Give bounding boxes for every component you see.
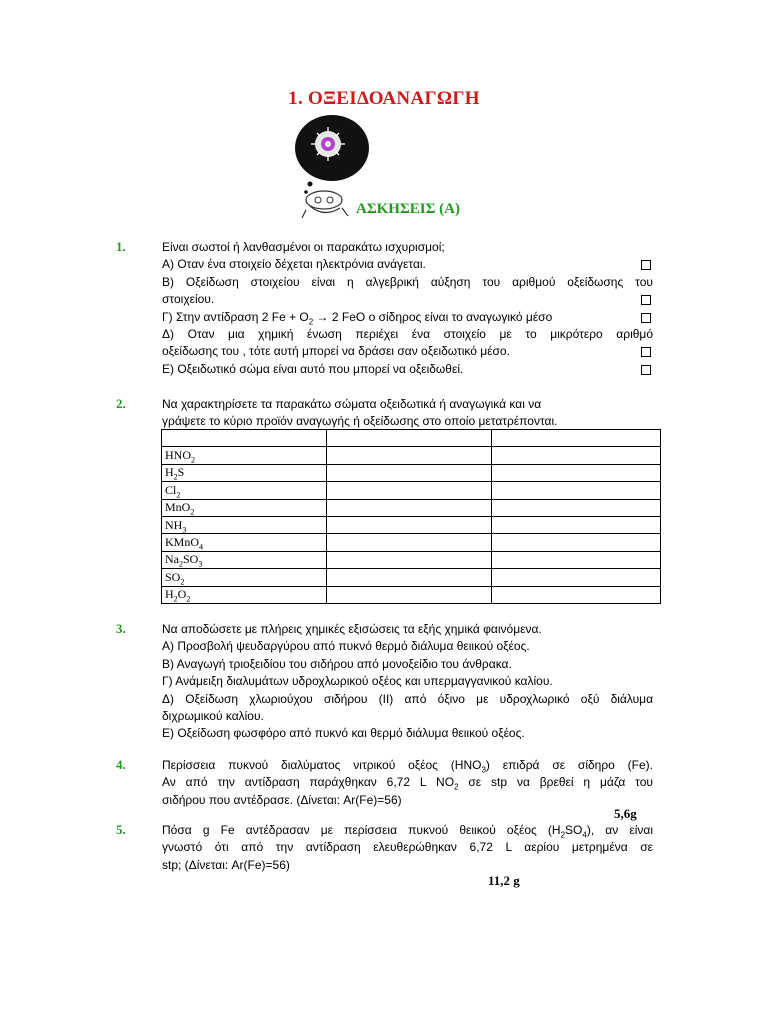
table-row — [162, 482, 661, 499]
phenomenon-d-line2: διχρωμικού καλίου. — [162, 708, 264, 723]
phenomenon-d-line1: Δ) Οξείδωση χλωριούχου σιδήρου (ΙΙ) από όξινο με υδροχλωρικό οξύ διάλυμα — [162, 691, 653, 706]
exercise-3 — [162, 621, 653, 743]
exercise-1-number: 1. — [116, 239, 126, 254]
exercise-4-line1: Περίσσεια πυκνού διαλύματος νιτρικού οξέος $(HNO_3)$ επιδρά σε σίδηρο (Fe). — [162, 758, 653, 775]
checkbox-d[interactable] — [641, 347, 651, 357]
exercise-3-intro: Να αποδώσετε με πλήρεις χημικές εξισώσεις τα εξής χημικά φαινόμενα. — [162, 622, 542, 636]
exercise-5-line3: stp; (Δίνεται: Ar(Fe)=56) — [162, 857, 290, 872]
table-row — [162, 516, 661, 533]
statement-b: στοιχείου. — [162, 291, 653, 308]
exercise-4-line2: Αν από την αντίδραση παράχθηκαν 6,72 L $NO_2$ σε stp να βρεθεί η μάζα του — [162, 775, 653, 792]
statement-d: οξείδωσης του , τότε αυτή μπορεί να δράσει σαν οξειδωτικό μέσο. — [162, 343, 653, 360]
exercise-2-line1: Να χαρακτηρίσετε τα παρακάτω σώματα οξειδωτικά ή αναγωγικά και να — [162, 397, 542, 411]
exercise-2 — [162, 396, 653, 431]
table-row — [162, 586, 661, 603]
compound-cell: $SO_2$ — [162, 569, 327, 586]
statement-d-line1: Δ) Οταν μια χημική ένωση περιέχει ένα στοιχείο με το μικρότερο αριθμό — [162, 326, 653, 341]
table-header-row — [162, 430, 661, 447]
page-title: 1. ΟΞΕΙΔΟΑΝΑΓΩΓΗ — [288, 88, 480, 109]
exercise-4-line3: σιδήρου που αντέδρασε. (Δίνεται: Ar(Fe)=56) — [162, 792, 402, 807]
exercise-2-line2: γράψετε το κύριο προϊόν αναγωγής ή οξείδωσης στο οποίο μετατρέπονται. — [162, 414, 558, 429]
exercise-4-number: 4. — [116, 757, 126, 772]
checkbox-c[interactable] — [641, 313, 651, 323]
table-row — [162, 569, 661, 586]
statement-a: Α) Οταν ένα στοιχείο δέχεται ηλεκτρόνια ανάγεται. — [162, 256, 653, 273]
exercise-1-intro: Είναι σωστοί ή λανθασμένοι οι παρακάτω ισχυρισμοί; — [162, 240, 445, 254]
table-row — [162, 551, 661, 568]
exercise-4-answer: 5,6g — [614, 806, 637, 821]
exercise-4 — [162, 757, 653, 809]
exercise-5-line1: Πόσα g Fe αντέδρασαν με περίσσεια πυκνού θειικού οξέος $(H_2SO_4)$, αν είναι — [162, 823, 653, 840]
table-row — [162, 464, 661, 481]
phenomenon-c: Γ) Ανάμειξη διαλυμάτων υδροχλωρικού οξέος και υπερμαγγανικού καλίου. — [162, 674, 553, 689]
statement-c: Γ) Στην αντίδραση 2 $Fe + O_2 \to 2$ FeO ο σίδηρος είναι το αναγωγικό μέσο — [162, 309, 653, 326]
phenomenon-e: Ε) Οξείδωση φωσφόρο από πυκνό και θερμό διάλυμα θειικού οξέος. — [162, 726, 525, 741]
compound-cell: $H_2O_2$ — [162, 586, 327, 603]
compound-cell: MnO$_2$ — [162, 499, 327, 516]
checkbox-e[interactable] — [641, 365, 651, 375]
compound-cell: $NH_3$ — [162, 516, 327, 533]
exercise-3-number: 3. — [116, 621, 126, 636]
exercise-1 — [162, 239, 653, 378]
exercise-2-number: 2. — [116, 396, 126, 411]
table-row — [162, 499, 661, 516]
phenomenon-b: Β) Αναγωγή τριοξειδίου του σιδήρου από μονοξείδιο του άνθρακα. — [162, 656, 512, 671]
compound-cell: $Cl_2$ — [162, 482, 327, 499]
exercise-5-number: 5. — [116, 822, 126, 837]
phenomenon-a: Α) Προσβολή ψευδαργύρου από πυκνό θερμό διάλυμα θειικού οξέος. — [162, 639, 530, 654]
table-row — [162, 534, 661, 551]
table-row — [162, 447, 661, 464]
statement-e: Ε) Οξειδωτικό σώμα είναι αυτό που μπορεί να οξειδωθεί. — [162, 361, 653, 378]
compounds-table — [161, 429, 661, 604]
compound-cell: $HNO_2$ — [162, 447, 327, 464]
exercise-5-answer: 11,2 g — [488, 873, 520, 888]
exercise-5 — [162, 822, 653, 874]
compound-cell: $H_2S$ — [162, 464, 327, 481]
checkbox-b[interactable] — [641, 295, 651, 305]
compound-cell: $Na_2SO_3$ — [162, 551, 327, 568]
exercise-5-line2: γνωστό ότι από την αντίδραση ελευθερώθηκαν 6,72 L αερίου μετρημένα σε — [162, 840, 653, 855]
checkbox-a[interactable] — [641, 260, 651, 270]
statement-b-line1: Β) Οξείδωση στοιχείου είναι η αλγεβρική αύξηση του αριθμού οξείδωσης του — [162, 274, 653, 289]
section-subtitle: ΑΣΚΗΣΕΙΣ (Α) — [356, 201, 461, 217]
compound-cell: KMnO$_4$ — [162, 534, 327, 551]
